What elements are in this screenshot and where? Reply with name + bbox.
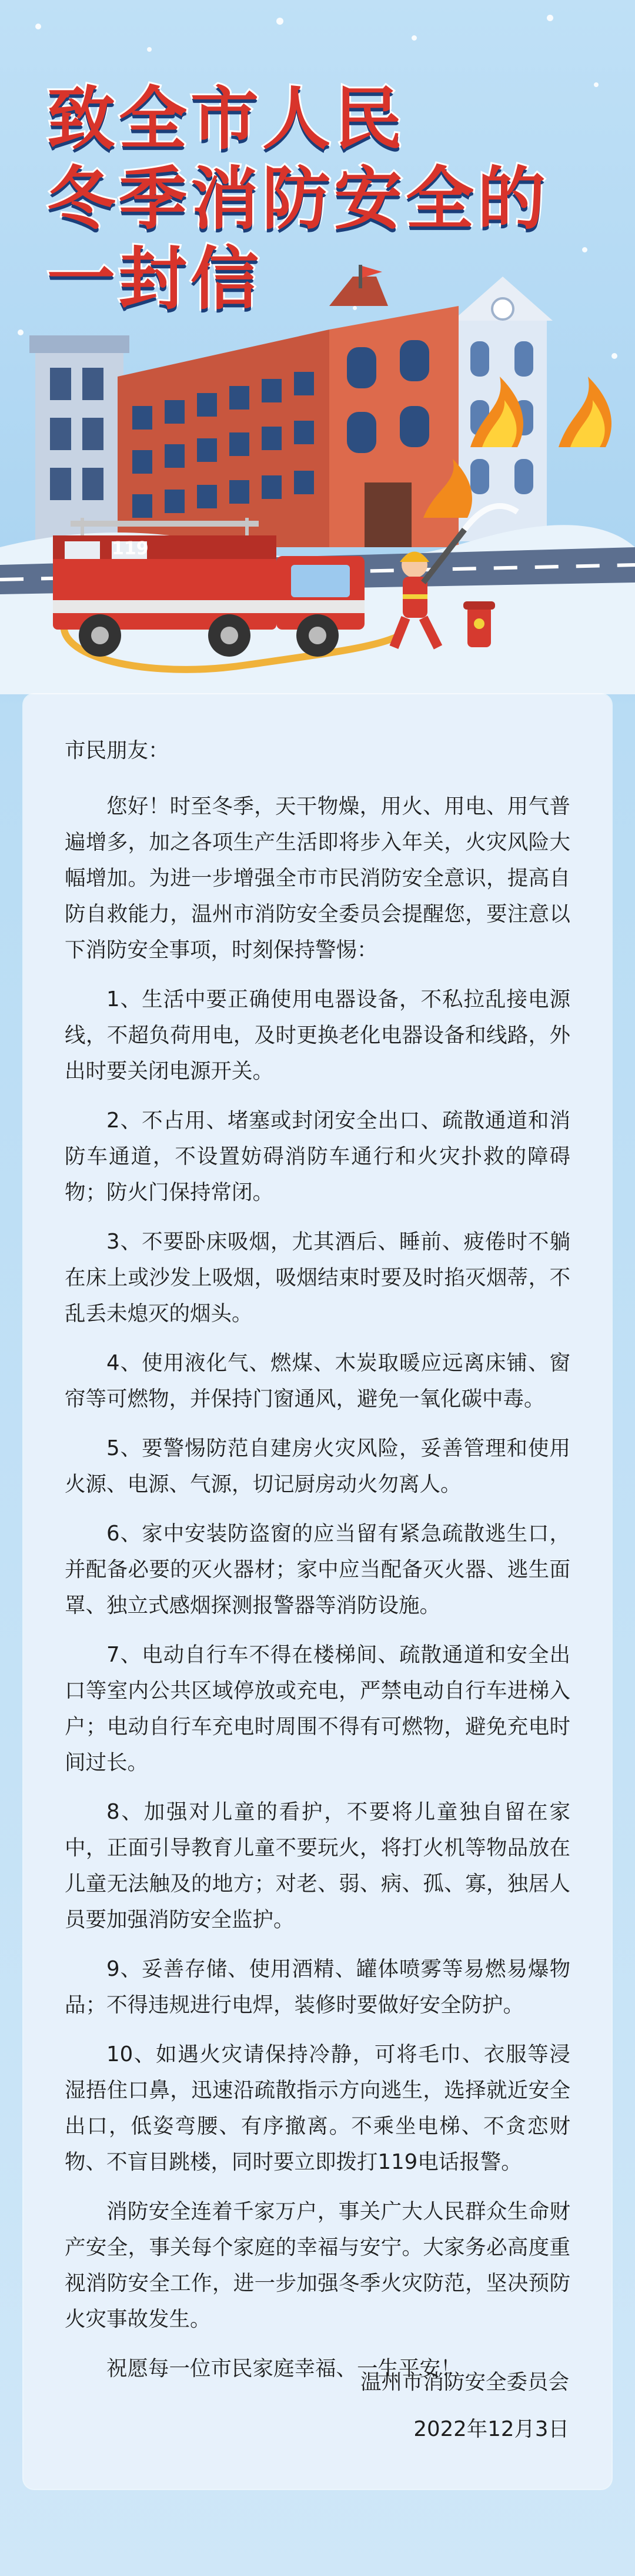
truck-number-label: 119 [112, 538, 149, 559]
letter-wishes: 祝愿每一位市民家庭幸福、一生平安！ [106, 2357, 462, 2381]
letter-greeting: 市民朋友： [65, 738, 169, 763]
letter-date: 2022年12月3日 [413, 2417, 569, 2441]
left-tower-illustration [29, 335, 129, 547]
title-line-1: 致全市人民 [47, 79, 406, 159]
safety-item-3: 3、不要卧床吸烟，尤其酒后、睡前、疲倦时不躺在床上或沙发上吸烟，吸烟结束时要及时掐灭烟蒂，不乱丢未熄灭的烟头。 [65, 1230, 570, 1326]
safety-item-2: 2、不占用、堵塞或封闭安全出口、疏散通道和消防车通道，不设置妨碍消防车通行和火灾扑救的障碍物；防火门保持常闭。 [65, 1109, 570, 1204]
safety-item-9: 9、妥善存储、使用酒精、罐体喷雾等易燃易爆物品；不得违规进行电焊，装修时要做好安全防护。 [65, 1957, 570, 2017]
letter-card [24, 694, 611, 2489]
hero-banner [0, 0, 635, 694]
safety-item-7: 7、电动自行车不得在楼梯间、疏散通道和安全出口等室内公共区域停放或充电，严禁电动自行车进梯入户；电动自行车充电时周围不得有可燃物，避免充电时间过长。 [65, 1643, 570, 1775]
fire-hydrant-illustration [463, 601, 495, 647]
safety-item-10: 10、如遇火灾请保持冷静，可将毛巾、衣服等浸湿捂住口鼻，迅速沿疏散指示方向逃生，选择就近安全出口，低姿弯腰、有序撤离。不乘坐电梯、不贪恋财物、不盲目跳楼，同时要立即拨打119电话报警。 [65, 2042, 570, 2174]
title-line-3: 一封信 [47, 239, 262, 319]
safety-item-6: 6、家中安装防盗窗的应当留有紧急疏散逃生口，并配备必要的灭火器材；家中应当配备灭火器、逃生面罩、独立式感烟探测报警器等消防设施。 [65, 1522, 570, 1618]
letter-signature: 温州市消防安全委员会 [360, 2370, 569, 2394]
safety-item-4: 4、使用液化气、燃煤、木炭取暖应远离床铺、窗帘等可燃物，并保持门窗通风，避免一氧化碳中毒。 [65, 1351, 570, 1411]
letter-body [65, 733, 570, 2400]
title-line-2: 冬季消防安全的 [47, 159, 549, 239]
letter-paragraph-intro: 您好！时至冬季，天干物燥，用火、用电、用气普遍增多，加之各项生产生活即将步入年关，火灾风险大幅增加。为进一步增强全市市民消防安全意识，提高自防自救能力，温州市消防安全委员会提醒您，要注意以下消防安全事项，时刻保持警惕： [65, 794, 570, 962]
safety-item-8: 8、加强对儿童的看护，不要将儿童独自留在家中，正面引导教育儿童不要玩火，将打火机等物品放在儿童无法触及的地方；对老、弱、病、孤、寡，独居人员要加强消防安全监护。 [65, 1800, 570, 1932]
page-title [47, 79, 549, 319]
safety-item-1: 1、生活中要正确使用电器设备，不私拉乱接电源线，不超负荷用电，及时更换老化电器设备和线路，外出时要关闭电源开关。 [65, 987, 570, 1083]
letter-closing-paragraph: 消防安全连着千家万户，事关广大人民群众生命财产安全，事关每个家庭的幸福与安宁。大家务必高度重视消防安全工作，进一步加强冬季火灾防范，坚决预防火灾事故发生。 [65, 2199, 570, 2331]
safety-item-5: 5、要警惕防范自建房火灾风险，妥善管理和使用火源、电源、气源，切记厨房动火勿离人。 [65, 1436, 570, 1496]
